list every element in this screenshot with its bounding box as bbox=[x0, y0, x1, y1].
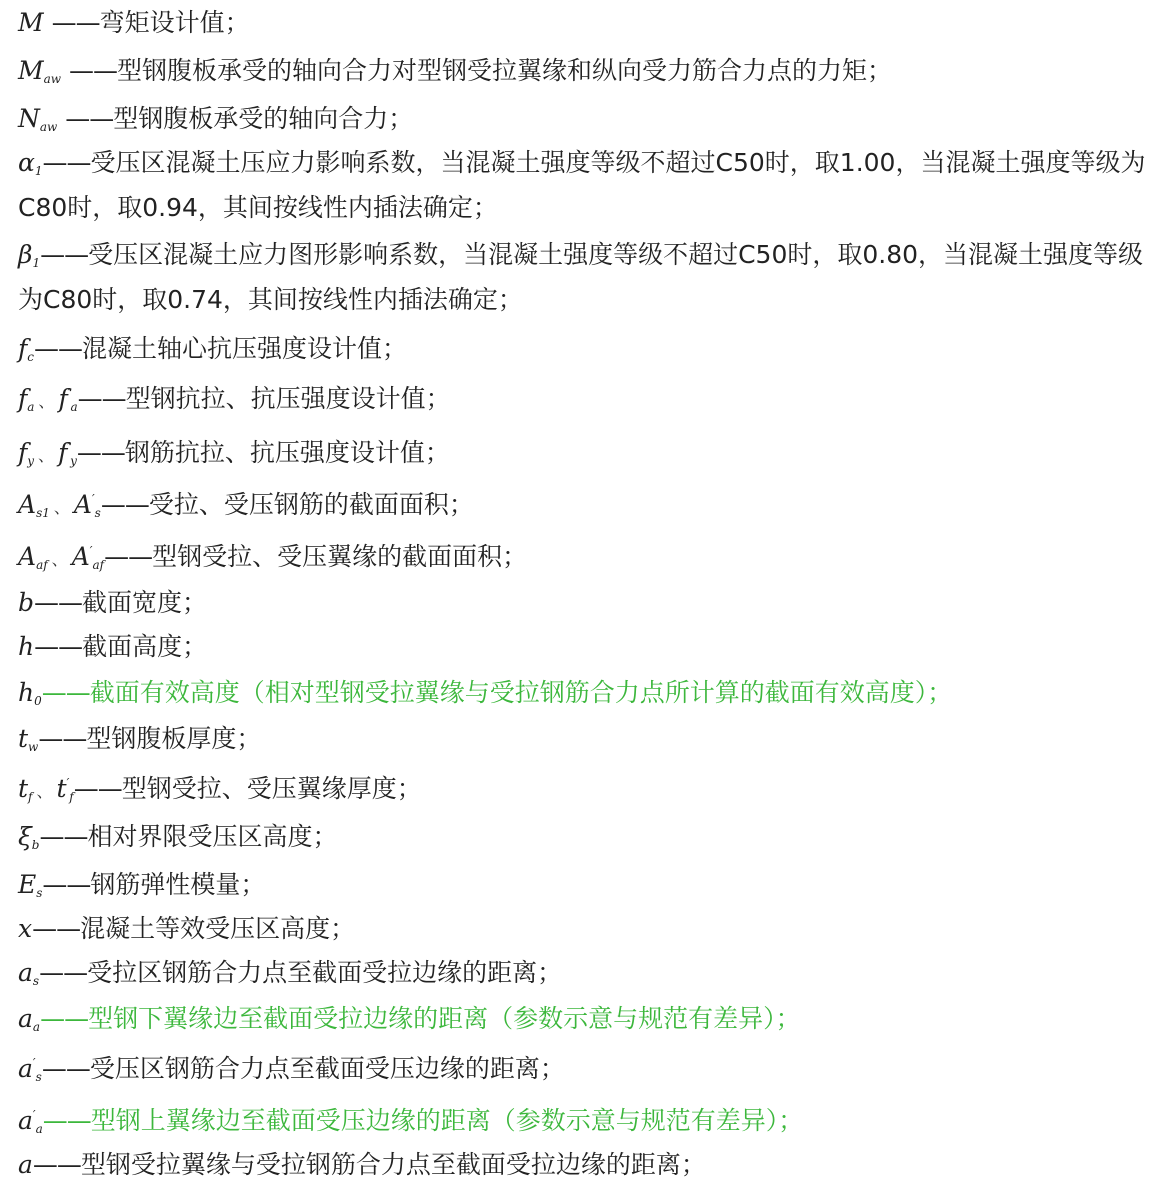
symbol-prime: $A'_s$ bbox=[73, 490, 101, 520]
description: 相对界限受压区高度； bbox=[87, 822, 338, 851]
dash: —— bbox=[38, 724, 87, 753]
symbol: $A_{af}$ bbox=[18, 542, 48, 572]
description: 钢筋弹性模量； bbox=[90, 870, 266, 899]
separator: 、 bbox=[53, 498, 70, 517]
symbol: $f_y$ bbox=[18, 438, 35, 468]
description: 型钢抗拉、抗压强度设计值； bbox=[125, 384, 451, 413]
symbol: $\beta_1$ bbox=[18, 240, 41, 270]
list-item bbox=[18, 6, 1158, 40]
description: 受拉区钢筋合力点至截面受拉边缘的距离； bbox=[87, 958, 563, 987]
dash: —— bbox=[32, 1150, 81, 1179]
dash: —— bbox=[41, 678, 90, 707]
description: 受压区混凝土应力图形影响系数，当混凝土强度等级不超过C50时，取0.80，当混凝土强度等级为C80时，取0.74，其间按线性内插法确定； bbox=[18, 240, 1144, 314]
list-item bbox=[18, 956, 1158, 990]
dash: —— bbox=[40, 240, 89, 269]
dash: —— bbox=[69, 56, 117, 85]
symbol-prime: $a'_a$ bbox=[18, 1106, 43, 1136]
dash: —— bbox=[42, 870, 91, 899]
list-item-highlighted bbox=[18, 676, 1158, 710]
description: 型钢腹板承受的轴向合力； bbox=[113, 104, 414, 133]
symbol: x bbox=[18, 914, 33, 943]
description: 受压区钢筋合力点至截面受压边缘的距离； bbox=[89, 1054, 565, 1083]
symbol: $A_{s1}$ bbox=[18, 490, 50, 520]
list-item bbox=[18, 232, 1158, 322]
dash: —— bbox=[34, 632, 83, 661]
dash: —— bbox=[41, 1054, 90, 1083]
symbol: M bbox=[18, 8, 44, 37]
description: 型钢下翼缘边至截面受拉边缘的距离（参数示意与规范有差异）； bbox=[88, 1004, 801, 1033]
description: 型钢上翼缘边至截面受压边缘的距离（参数示意与规范有差异）； bbox=[90, 1106, 804, 1135]
description: 弯矩设计值； bbox=[99, 8, 250, 37]
description: 混凝土轴心抗压强度设计值； bbox=[82, 334, 408, 363]
dash: —— bbox=[104, 542, 153, 571]
description: 截面有效高度（相对型钢受拉翼缘与受拉钢筋合力点所计算的截面有效高度）； bbox=[89, 678, 953, 707]
symbol: $E_s$ bbox=[18, 870, 43, 900]
description: 型钢腹板承受的轴向合力对型钢受拉翼缘和纵向受力筋合力点的力矩； bbox=[117, 56, 893, 85]
dash: —— bbox=[42, 1106, 91, 1135]
symbol: $f_c$ bbox=[18, 334, 34, 364]
symbol-prime: $a'_s$ bbox=[18, 1054, 42, 1084]
symbol: $N_{aw}$ bbox=[18, 104, 58, 134]
description: 混凝土等效受压区高度； bbox=[80, 914, 356, 943]
separator: 、 bbox=[36, 782, 53, 801]
symbol: $t_w$ bbox=[18, 724, 39, 754]
symbol: a bbox=[18, 1150, 33, 1179]
dash: —— bbox=[51, 8, 100, 37]
list-item bbox=[18, 912, 1158, 946]
symbol-prime: $t'_f$ bbox=[56, 774, 74, 804]
symbol: $a_s$ bbox=[18, 958, 40, 988]
symbol-prime: $A'_{af}$ bbox=[71, 542, 105, 572]
symbol: $\alpha_1$ bbox=[18, 148, 43, 178]
list-item bbox=[18, 540, 1158, 577]
description: 钢筋抗拉、抗压强度设计值； bbox=[124, 438, 450, 467]
list-item bbox=[18, 772, 1158, 809]
separator: 、 bbox=[38, 446, 55, 465]
description: 受压区混凝土压应力影响系数，当混凝土强度等级不超过C50时，取1.00，当混凝土强度等级为C80时，取0.94，其间按线性内插法确定； bbox=[18, 148, 1146, 222]
list-item bbox=[18, 140, 1158, 230]
dash: —— bbox=[76, 438, 125, 467]
symbol-prime: $f'_y$ bbox=[58, 438, 77, 468]
list-item-highlighted bbox=[18, 1002, 1158, 1036]
symbol: $h_0$ bbox=[18, 678, 42, 708]
dash: —— bbox=[100, 490, 149, 519]
dash: —— bbox=[32, 914, 81, 943]
dash: —— bbox=[34, 334, 82, 363]
dash: —— bbox=[42, 148, 91, 177]
dash: —— bbox=[39, 822, 88, 851]
list-item bbox=[18, 332, 1158, 366]
dash: —— bbox=[34, 588, 83, 617]
symbol: $t_f$ bbox=[18, 774, 33, 804]
list-item bbox=[18, 868, 1158, 902]
list-item-highlighted bbox=[18, 1104, 1158, 1138]
symbol: h bbox=[18, 632, 35, 661]
description: 型钢受拉、受压翼缘的截面面积； bbox=[152, 542, 528, 571]
description: 截面高度； bbox=[82, 632, 208, 661]
separator: 、 bbox=[51, 550, 68, 569]
symbol-prime: $f'_a$ bbox=[58, 384, 78, 414]
dash: —— bbox=[40, 1004, 89, 1033]
description: 受拉、受压钢筋的截面面积； bbox=[148, 490, 474, 519]
symbol: b bbox=[18, 588, 35, 617]
dash: —— bbox=[77, 384, 126, 413]
dash: —— bbox=[73, 774, 122, 803]
list-item bbox=[18, 586, 1158, 620]
dash: —— bbox=[65, 104, 114, 133]
symbol: $\xi_b$ bbox=[18, 822, 40, 852]
list-item bbox=[18, 820, 1158, 854]
list-item bbox=[18, 1052, 1158, 1086]
list-item bbox=[18, 1148, 1158, 1182]
list-item bbox=[18, 436, 1158, 473]
list-item bbox=[18, 722, 1158, 756]
list-item bbox=[18, 382, 1158, 419]
list-item bbox=[18, 54, 1158, 88]
description: 型钢腹板厚度； bbox=[86, 724, 262, 753]
list-item bbox=[18, 488, 1158, 525]
description: 截面宽度； bbox=[82, 588, 208, 617]
list-item bbox=[18, 102, 1158, 136]
description: 型钢受拉、受压翼缘厚度； bbox=[121, 774, 422, 803]
symbol: $M_{aw}$ bbox=[18, 56, 62, 86]
list-item bbox=[18, 630, 1158, 664]
description: 型钢受拉翼缘与受拉钢筋合力点至截面受拉边缘的距离； bbox=[80, 1150, 706, 1179]
separator: 、 bbox=[38, 392, 55, 411]
dash: —— bbox=[39, 958, 88, 987]
symbol: $a_a$ bbox=[18, 1004, 41, 1034]
symbol: $f_a$ bbox=[18, 384, 35, 414]
